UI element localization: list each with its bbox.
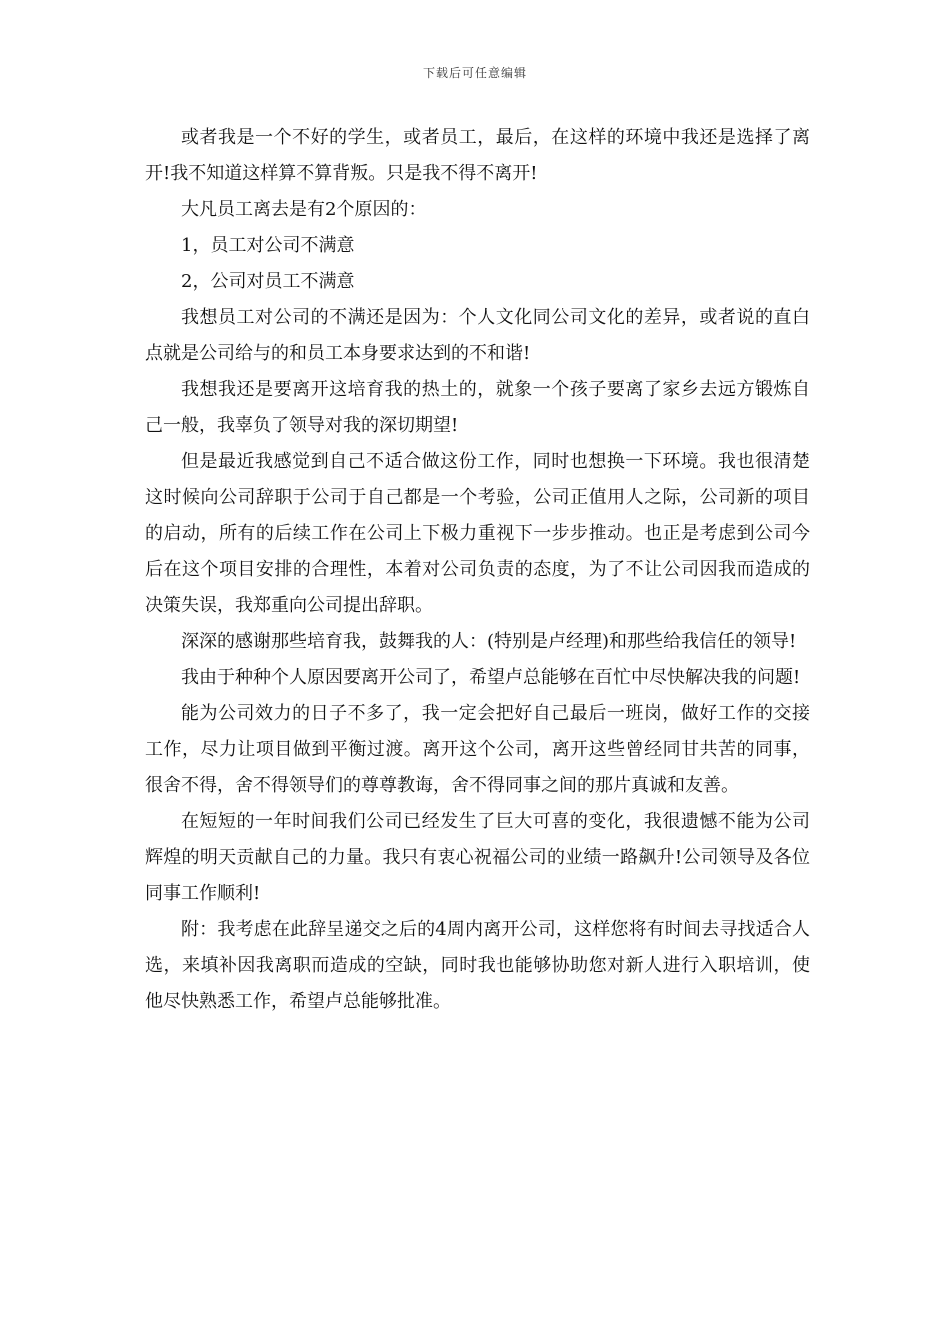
paragraph: 附：我考虑在此辞呈递交之后的4周内离开公司，这样您将有时间去寻找适合人选，来填补因我离职而造成的空缺，同时我也能够协助您对新人进行入职培训，使他尽快熟悉工作，希望卢总能够批准。 [145, 919, 810, 1012]
paragraph: 深深的感谢那些培育我，鼓舞我的人：(特别是卢经理)和那些给我信任的领导! [181, 631, 797, 652]
paragraph: 或者我是一个不好的学生，或者员工，最后，在这样的环境中我还是选择了离开!我不知道这样算不算背叛。只是我不得不离开! [145, 127, 810, 184]
paragraph: 我由于种种个人原因要离开公司了，希望卢总能够在百忙中尽快解决我的问题! [181, 667, 801, 688]
paragraph: 大凡员工离去是有2个原因的： [181, 199, 427, 220]
paragraph: 2，公司对员工不满意 [181, 271, 355, 292]
paragraph: 在短短的一年时间我们公司已经发生了巨大可喜的变化，我很遗憾不能为公司辉煌的明天贡献自己的力量。我只有衷心祝福公司的业绩一路飙升!公司领导及各位同事工作顺利! [145, 811, 810, 904]
paragraph: 1，员工对公司不满意 [181, 235, 355, 256]
paragraph: 我想我还是要离开这培育我的热土的，就象一个孩子要离了家乡去远方锻炼自己一般，我辜负了领导对我的深切期望! [145, 379, 810, 436]
page-header: 下载后可任意编辑 [422, 66, 527, 80]
paragraph: 能为公司效力的日子不多了，我一定会把好自己最后一班岗，做好工作的交接工作，尽力让项目做到平衡过渡。离开这个公司，离开这些曾经同甘共苦的同事，很舍不得，舍不得领导们的尊尊教诲，舍不得同事之间的那片真诚和友善。 [145, 703, 810, 796]
document-body [145, 120, 810, 1020]
paragraph: 我想员工对公司的不满还是因为：个人文化同公司文化的差异，或者说的直白点就是公司给与的和员工本身要求达到的不和谐! [145, 307, 810, 364]
paragraph: 但是最近我感觉到自己不适合做这份工作，同时也想换一下环境。我也很清楚这时候向公司辞职于公司于自己都是一个考验，公司正值用人之际，公司新的项目的启动，所有的后续工作在公司上下极力重视下一步步推动。也正是考虑到公司今后在这个项目安排的合理性，本着对公司负责的态度，为了不让公司因我而造成的决策失误，我郑重向公司提出辞职。 [145, 451, 810, 616]
